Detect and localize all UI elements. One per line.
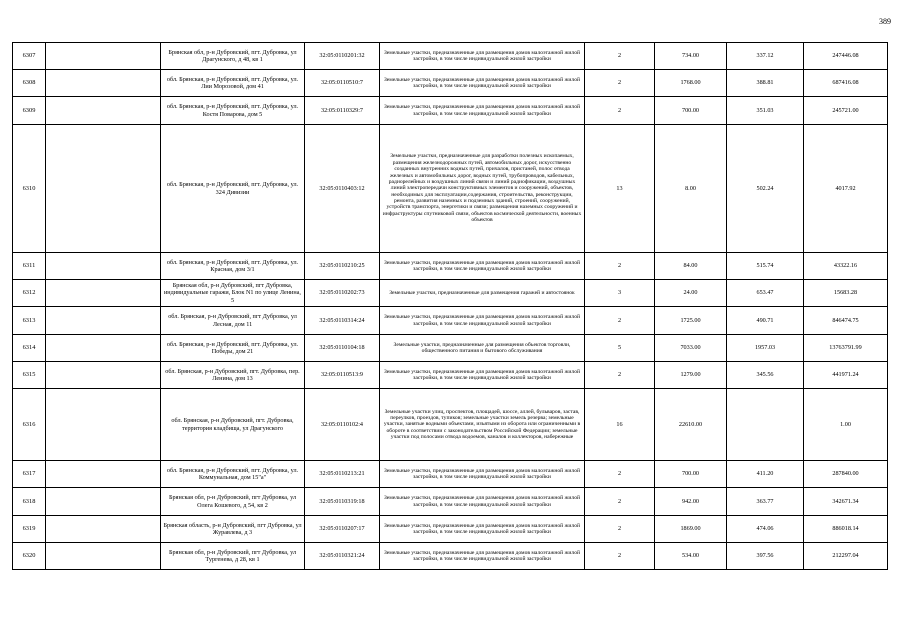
row-number: 6311: [13, 253, 46, 280]
row-number: 6308: [13, 70, 46, 97]
blank-cell: [46, 43, 161, 70]
row-number: 6310: [13, 125, 46, 253]
cadastral-number-cell: 32:05:0110201:32: [305, 43, 380, 70]
specific-value-cell: 474.06: [727, 516, 804, 543]
group-code-cell: 2: [585, 253, 655, 280]
blank-cell: [46, 389, 161, 461]
group-code-cell: 2: [585, 543, 655, 570]
area-cell: 700.00: [655, 461, 727, 488]
cadastral-number-cell: 32:05:0110314:24: [305, 307, 380, 335]
table-row: [13, 335, 888, 362]
specific-value-cell: [727, 389, 804, 461]
page-number: 389: [879, 17, 891, 26]
land-use-cell: Земельные участки, предназначенные для размещения домов малоэтажной жилой застройки, в том числе индивидуальной жилой застройки: [380, 307, 585, 335]
row-number: 6313: [13, 307, 46, 335]
group-code-cell: 2: [585, 97, 655, 125]
specific-value-cell: 345.56: [727, 362, 804, 389]
blank-cell: [46, 253, 161, 280]
address-cell: обл. Брянская, р-н Дубровский, пгт. Дубровка, пер. Ленина, дом 13: [161, 362, 305, 389]
group-code-cell: 5: [585, 335, 655, 362]
row-number: 6317: [13, 461, 46, 488]
row-number: 6309: [13, 97, 46, 125]
land-use-cell: Земельные участки улиц, проспектов, площадей, шоссе, аллей, бульваров, застав, переулков, проездов, тупиков; земельные участки земель резерва; земельные участки, занятые водными объектами, изъятыми из оборота или ограниченными в обороте в соответствии с законодательством Российской Федерации; земельные участки под полосами отвода водоемов, каналов и коллекторов, набережные: [380, 389, 585, 461]
cadastral-number-cell: 32:05:0110329:7: [305, 97, 380, 125]
cadastral-register-table: [12, 42, 888, 570]
specific-value-cell: 653.47: [727, 280, 804, 307]
cadastral-number-cell: 32:05:0110213:21: [305, 461, 380, 488]
group-code-cell: 2: [585, 307, 655, 335]
area-cell: 24.00: [655, 280, 727, 307]
land-use-cell: Земельные участки, предназначенные для размещения домов малоэтажной жилой застройки, в том числе индивидуальной жилой застройки: [380, 516, 585, 543]
specific-value-cell: 363.77: [727, 488, 804, 516]
area-cell: 1768.00: [655, 70, 727, 97]
address-cell: обл. Брянская, р-н Дубровский, пгт. Дубровка, ул. Костя Поварова, дом 5: [161, 97, 305, 125]
address-cell: Брянская обл, р-н Дубровский, пгт Дубровка, ул Олега Кошевого, д 54, кв 2: [161, 488, 305, 516]
address-cell: обл. Брянская, р-н Дубровский, пгт. Дубровка, ул. Красная, дом 3/1: [161, 253, 305, 280]
land-use-cell: Земельные участки, предназначенные для размещения домов малоэтажной жилой застройки, в том числе индивидуальной жилой застройки: [380, 97, 585, 125]
blank-cell: [46, 362, 161, 389]
land-use-cell: Земельные участки, предназначенные для размещения домов малоэтажной жилой застройки, в том числе индивидуальной жилой застройки: [380, 461, 585, 488]
cadastral-number-cell: 32:05:0110210:25: [305, 253, 380, 280]
cadastral-value-cell: 886018.14: [804, 516, 888, 543]
table-row: [13, 362, 888, 389]
area-cell: 1869.00: [655, 516, 727, 543]
cadastral-value-cell: 1.00: [804, 389, 888, 461]
table-row: [13, 280, 888, 307]
blank-cell: [46, 335, 161, 362]
cadastral-value-cell: 15683.28: [804, 280, 888, 307]
area-cell: 8.00: [655, 125, 727, 253]
address-cell: обл. Брянская, р-н Дубровский, пгт Дубровка, ул Лесная, дом 11: [161, 307, 305, 335]
group-code-cell: 3: [585, 280, 655, 307]
land-use-cell: Земельные участки, предназначенные для размещения объектов торговли, общественного питания и бытового обслуживания: [380, 335, 585, 362]
table-row: [13, 125, 888, 253]
area-cell: 942.00: [655, 488, 727, 516]
specific-value-cell: 502.24: [727, 125, 804, 253]
address-cell: обл. Брянская, р-н Дубровский, пгт. Дубровка, ул. 324 Дивизии: [161, 125, 305, 253]
table-row: [13, 461, 888, 488]
blank-cell: [46, 97, 161, 125]
row-number: 6320: [13, 543, 46, 570]
cadastral-value-cell: 287840.00: [804, 461, 888, 488]
specific-value-cell: 411.20: [727, 461, 804, 488]
specific-value-cell: 351.03: [727, 97, 804, 125]
area-cell: 84.00: [655, 253, 727, 280]
blank-cell: [46, 125, 161, 253]
group-code-cell: 2: [585, 516, 655, 543]
row-number: 6316: [13, 389, 46, 461]
address-cell: Брянская область, р-н Дубровский, пгт Дубровка, ул Журавлева, д 3: [161, 516, 305, 543]
cadastral-number-cell: 32:05:0110202:73: [305, 280, 380, 307]
table-row: [13, 516, 888, 543]
area-cell: 22610.00: [655, 389, 727, 461]
group-code-cell: 13: [585, 125, 655, 253]
area-cell: 534.00: [655, 543, 727, 570]
cadastral-number-cell: 32:05:0110513:9: [305, 362, 380, 389]
blank-cell: [46, 280, 161, 307]
specific-value-cell: 1957.03: [727, 335, 804, 362]
specific-value-cell: 337.12: [727, 43, 804, 70]
table-row: [13, 70, 888, 97]
land-use-cell: Земельные участки, предназначенные для размещения домов малоэтажной жилой застройки, в том числе индивидуальной жилой застройки: [380, 543, 585, 570]
row-number: 6307: [13, 43, 46, 70]
cadastral-value-cell: 687416.08: [804, 70, 888, 97]
cadastral-number-cell: 32:05:0110510:7: [305, 70, 380, 97]
land-use-cell: Земельные участки, предназначенные для размещения домов малоэтажной жилой застройки, в том числе индивидуальной жилой застройки: [380, 43, 585, 70]
blank-cell: [46, 543, 161, 570]
table-row: [13, 253, 888, 280]
row-number: 6319: [13, 516, 46, 543]
land-use-cell: Земельные участки, предназначенные для размещения гаражей и автостоянок: [380, 280, 585, 307]
area-cell: 734.00: [655, 43, 727, 70]
blank-cell: [46, 70, 161, 97]
blank-cell: [46, 307, 161, 335]
blank-cell: [46, 516, 161, 543]
row-number: 6314: [13, 335, 46, 362]
cadastral-value-cell: 441971.24: [804, 362, 888, 389]
table-row: [13, 389, 888, 461]
cadastral-number-cell: 32:05:0110207:17: [305, 516, 380, 543]
address-cell: Брянская обл, р-н Дубровский, пгт Дубровка, индивидуальные гаражи, Блок N1 по улице Ленина, 5: [161, 280, 305, 307]
cadastral-number-cell: 32:05:0110321:24: [305, 543, 380, 570]
specific-value-cell: 397.56: [727, 543, 804, 570]
land-use-cell: Земельные участки, предназначенные для размещения домов малоэтажной жилой застройки, в том числе индивидуальной жилой застройки: [380, 253, 585, 280]
specific-value-cell: 490.71: [727, 307, 804, 335]
blank-cell: [46, 488, 161, 516]
area-cell: 1279.00: [655, 362, 727, 389]
cadastral-value-cell: 43322.16: [804, 253, 888, 280]
table-row: [13, 97, 888, 125]
group-code-cell: 16: [585, 389, 655, 461]
cadastral-value-cell: 212297.04: [804, 543, 888, 570]
cadastral-value-cell: 245721.00: [804, 97, 888, 125]
table-row: [13, 488, 888, 516]
group-code-cell: 2: [585, 488, 655, 516]
address-cell: Брянская обл, р-н Дубровский, пгт Дубровка, ул Тургенева, д 28, кв 1: [161, 543, 305, 570]
cadastral-value-cell: 4017.92: [804, 125, 888, 253]
row-number: 6318: [13, 488, 46, 516]
row-number: 6312: [13, 280, 46, 307]
group-code-cell: 2: [585, 70, 655, 97]
group-code-cell: 2: [585, 362, 655, 389]
cadastral-value-cell: 13763791.99: [804, 335, 888, 362]
cadastral-value-cell: 846474.75: [804, 307, 888, 335]
address-cell: обл. Брянская, р-н Дубровский, пгт. Дубровка, ул. Лии Морозовой, дом 41: [161, 70, 305, 97]
address-cell: обл. Брянская, р-н Дубровский, пгт. Дубровка, ул. Победы, дом 21: [161, 335, 305, 362]
cadastral-number-cell: 32:05:0110319:18: [305, 488, 380, 516]
area-cell: 1725.00: [655, 307, 727, 335]
cadastral-number-cell: 32:05:0110403:12: [305, 125, 380, 253]
area-cell: 7033.00: [655, 335, 727, 362]
blank-cell: [46, 461, 161, 488]
address-cell: обл. Брянская, р-н Дубровский, пгт. Дубровка, территория кладбища, ул Драгунского: [161, 389, 305, 461]
group-code-cell: 2: [585, 43, 655, 70]
land-use-cell: Земельные участки, предназначенные для размещения домов малоэтажной жилой застройки, в том числе индивидуальной жилой застройки: [380, 362, 585, 389]
land-use-cell: Земельные участки, предназначенные для размещения домов малоэтажной жилой застройки, в том числе индивидуальной жилой застройки: [380, 488, 585, 516]
area-cell: 700.00: [655, 97, 727, 125]
address-cell: Брянская обл, р-н Дубровский, пгт. Дубровка, ул Драгунского, д 48, кв 1: [161, 43, 305, 70]
address-cell: обл. Брянская, р-н Дубровский, пгт. Дубровка, ул. Коммунальная, дом 15"а": [161, 461, 305, 488]
cadastral-value-cell: 247446.08: [804, 43, 888, 70]
row-number: 6315: [13, 362, 46, 389]
table-row: [13, 43, 888, 70]
table-body: [13, 43, 888, 570]
specific-value-cell: 515.74: [727, 253, 804, 280]
group-code-cell: 2: [585, 461, 655, 488]
cadastral-number-cell: 32:05:0110104:18: [305, 335, 380, 362]
land-use-cell: Земельные участки, предназначенные для размещения домов малоэтажной жилой застройки, в том числе индивидуальной жилой застройки: [380, 70, 585, 97]
specific-value-cell: 388.81: [727, 70, 804, 97]
cadastral-value-cell: 342671.34: [804, 488, 888, 516]
land-use-cell: Земельные участки, предназначенные для разработки полезных ископаемых, размещения железнодорожных путей, автомобильных дорог, искусственно созданных внутренних водных путей, причалов, пристаней, полос отвода железных и автомобильных дорог, водных путей, трубопроводов, кабельных, радиорелейных и воздушных линий связи и линий радиофикации, воздушных линий электропередачи конструктивных элементов и сооружений, объектов, необходимых для эксплуатации,содержания, строительства, реконструкции, ремонта, развития наземных и подземных зданий, строений, сооружений, устройств транспорта, энергетики и связи; размещения наземных сооружений и инфраструктуры спутниковой связи, объектов космической деятельности, военных объектов: [380, 125, 585, 253]
table-row: [13, 307, 888, 335]
cadastral-number-cell: 32:05:0110102:4: [305, 389, 380, 461]
table-row: [13, 543, 888, 570]
